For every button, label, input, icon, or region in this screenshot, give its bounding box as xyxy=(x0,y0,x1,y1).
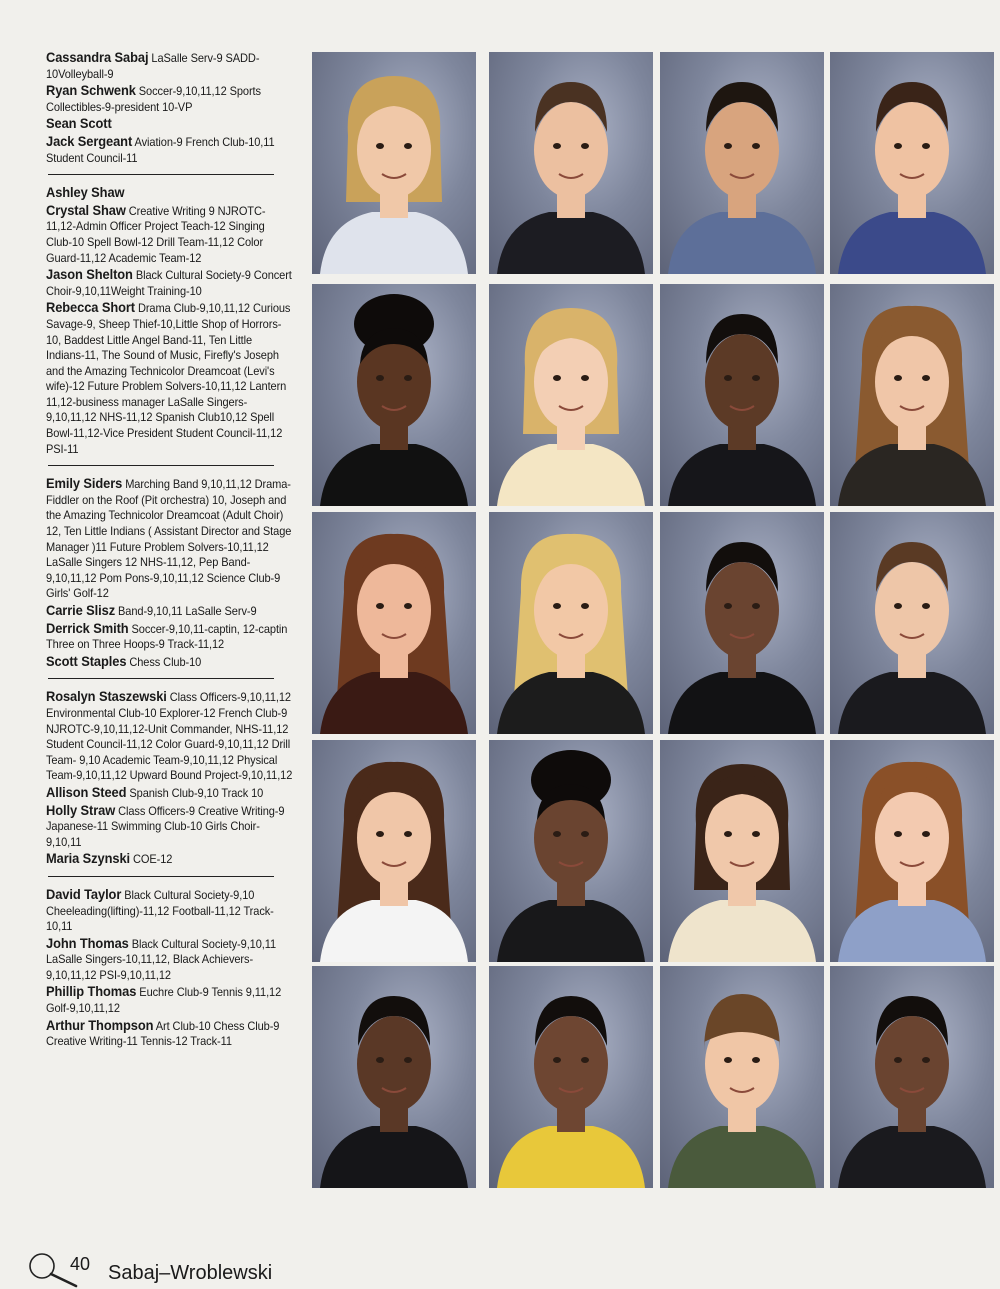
student-portrait xyxy=(660,966,824,1188)
student-portrait xyxy=(660,740,824,962)
student-name: Crystal Shaw xyxy=(46,201,126,218)
student-activities: Soccer-9,10,11,12 Sports Collectibles-9-president 10-VP xyxy=(46,84,261,114)
senior-entry xyxy=(46,689,293,784)
student-name: Holly Straw xyxy=(46,801,116,818)
student-portrait xyxy=(312,966,476,1188)
student-name: Ryan Schwenk xyxy=(46,82,136,99)
senior-entry xyxy=(46,851,293,868)
student-portrait xyxy=(830,512,994,734)
student-portrait xyxy=(830,284,994,506)
student-portrait xyxy=(312,284,476,506)
student-portrait xyxy=(312,52,476,274)
student-activities: Class Officers-9,10,11,12 Environmental Club-10 Explorer-12 French Club-9 NJROTC-9,10,11,12-Unit Commander, NHS-11,12 Student Council-11,12 Color Guard-9,10,11,12 Drill Team- 9,10 Academic Team-9,10,11,12 Physical Team-9,10,11,12 Upward Bound Project-9,10,11,12 xyxy=(46,690,293,783)
student-activities: Soccer-9,10,11-captin, 12-captin Three on Three Hoops-9 Track-11,12 xyxy=(46,621,288,652)
student-name: Jack Sergeant xyxy=(46,132,133,149)
group-divider xyxy=(48,465,274,466)
senior-group xyxy=(46,50,292,166)
student-portrait xyxy=(489,284,653,506)
student-activities: Band-9,10,11 LaSalle Serv-9 xyxy=(118,604,257,618)
student-activities: Creative Writing 9 NJROTC-11,12-Admin Officer Project Teach-12 Singing Club-10 Spell Bowl-12 Drill Team-11,12 Color Guard-11,12 Academic Team-12 xyxy=(46,203,266,265)
senior-group xyxy=(46,476,292,670)
portrait-grid xyxy=(312,52,992,1192)
senior-entry xyxy=(46,936,293,984)
student-name: Phillip Thomas xyxy=(46,983,137,1000)
senior-entry xyxy=(46,603,293,620)
student-name: Cassandra Sabaj xyxy=(46,49,149,65)
senior-entry xyxy=(46,83,293,115)
group-divider xyxy=(48,678,274,679)
section-title: Sabaj–Wroblewski xyxy=(108,1262,273,1284)
student-portrait xyxy=(312,512,476,734)
student-portrait xyxy=(489,966,653,1188)
student-name: Carrie Slisz xyxy=(46,602,116,618)
student-name: Allison Steed xyxy=(46,783,127,800)
student-name: Sean Scott xyxy=(46,115,112,132)
senior-entry xyxy=(46,50,293,82)
senior-entry xyxy=(46,476,293,602)
student-activities: Spanish Club-9,10 Track 10 xyxy=(129,785,264,800)
student-portrait xyxy=(489,512,653,734)
student-name: David Taylor xyxy=(46,885,122,902)
senior-entry xyxy=(46,984,293,1016)
senior-entry xyxy=(46,887,293,935)
senior-group xyxy=(46,887,292,1050)
senior-entry xyxy=(46,1018,293,1050)
student-activities: Class Officers-9 Creative Writing-9 Japanese-11 Swimming Club-10 Girls Choir-9,10,11 xyxy=(46,803,285,849)
senior-entry xyxy=(46,803,293,851)
senior-entry xyxy=(46,116,293,133)
student-activities: Aviation-9 French Club-10,11 Student Council-11 xyxy=(46,134,275,165)
student-portrait xyxy=(312,740,476,962)
student-name: Jason Shelton xyxy=(46,266,133,283)
student-name: Emily Siders xyxy=(46,475,123,492)
senior-group xyxy=(46,689,292,868)
student-activities: Art Club-10 Chess Club-9 Creative Writing-11 Tennis-12 Track-11 xyxy=(46,1018,280,1049)
student-name: Rebecca Short xyxy=(46,299,135,316)
student-activities: Black Cultural Society-9,10 Cheeleading(lifting)-11,12 Football-11,12 Track-10,11 xyxy=(46,887,274,934)
student-name: Ashley Shaw xyxy=(46,184,125,201)
student-portrait xyxy=(830,740,994,962)
group-divider xyxy=(48,174,274,175)
senior-entry xyxy=(46,203,293,266)
senior-entry xyxy=(46,185,293,202)
student-activities: Drama Club-9,10,11,12 Curious Savage-9, Sheep Thief-10,Little Shop of Horrors-10, Baddest Little Angel Band-11, Ten Little Indians-11, The Sound of Music, Firefly's Joseph and the Amazing Technicolor Dreamcoat (Levi's wife)-12 Future Problem Solvers-10,11,12 Lantern 11,12-business manager LaSalle Singers- 9,10,11,12 NHS-11,12 Spanish Club10,12 Spell Bowl-11,12-Vice President Student Council-11,12 PSI-11 xyxy=(46,301,291,456)
student-portrait xyxy=(660,52,824,274)
student-portrait xyxy=(489,52,653,274)
student-portrait xyxy=(830,52,994,274)
student-activities: Euchre Club-9 Tennis 9,11,12 Golf-9,10,11,12 xyxy=(46,985,282,1016)
senior-entry xyxy=(46,300,293,457)
page-number: 40 xyxy=(70,1254,91,1274)
student-portrait xyxy=(660,512,824,734)
student-activities: LaSalle Serv-9 SADD-10Volleyball-9 xyxy=(46,51,260,81)
student-portrait xyxy=(830,966,994,1188)
senior-activities-column xyxy=(46,50,292,1051)
student-activities: COE-12 xyxy=(132,852,173,867)
student-name: Rosalyn Staszewski xyxy=(46,688,167,705)
student-activities: Chess Club-10 xyxy=(129,654,202,669)
senior-entry xyxy=(46,134,293,166)
senior-entry xyxy=(46,267,293,299)
student-name: Maria Szynski xyxy=(46,850,131,867)
student-portrait xyxy=(489,740,653,962)
student-name: Arthur Thompson xyxy=(46,1016,154,1033)
student-activities: Black Cultural Society-9 Concert Choir-9,10,11Weight Training-10 xyxy=(46,268,292,298)
senior-entry xyxy=(46,785,293,802)
senior-entry xyxy=(46,621,293,653)
student-portrait xyxy=(660,284,824,506)
student-name: Scott Staples xyxy=(46,652,127,669)
student-name: Derrick Smith xyxy=(46,619,129,636)
student-name: John Thomas xyxy=(46,934,129,951)
senior-entry xyxy=(46,654,293,671)
senior-group xyxy=(46,185,292,457)
group-divider xyxy=(48,876,274,877)
student-activities: Black Cultural Society-9,10,11 LaSalle Singers-10,11,12, Black Achievers-9,10,11,12 PSI-9,10,11,12 xyxy=(46,936,277,982)
student-activities: Marching Band 9,10,11,12 Drama-Fiddler on the Roof (Pit orchestra) 10, Joseph and the Amazing Technicolor Dreamcoat (Adult Choir) 12, Ten Little Indians ( Assistant Director and Stage Manager )11 Future Problem Solvers-10,11,12 LaSalle Singers 12 NHS-11,12, Pep Band-9,10,11,12 Pom Pons-9,10,11,12 Science Club-9 Girls' Golf-12 xyxy=(46,477,292,601)
